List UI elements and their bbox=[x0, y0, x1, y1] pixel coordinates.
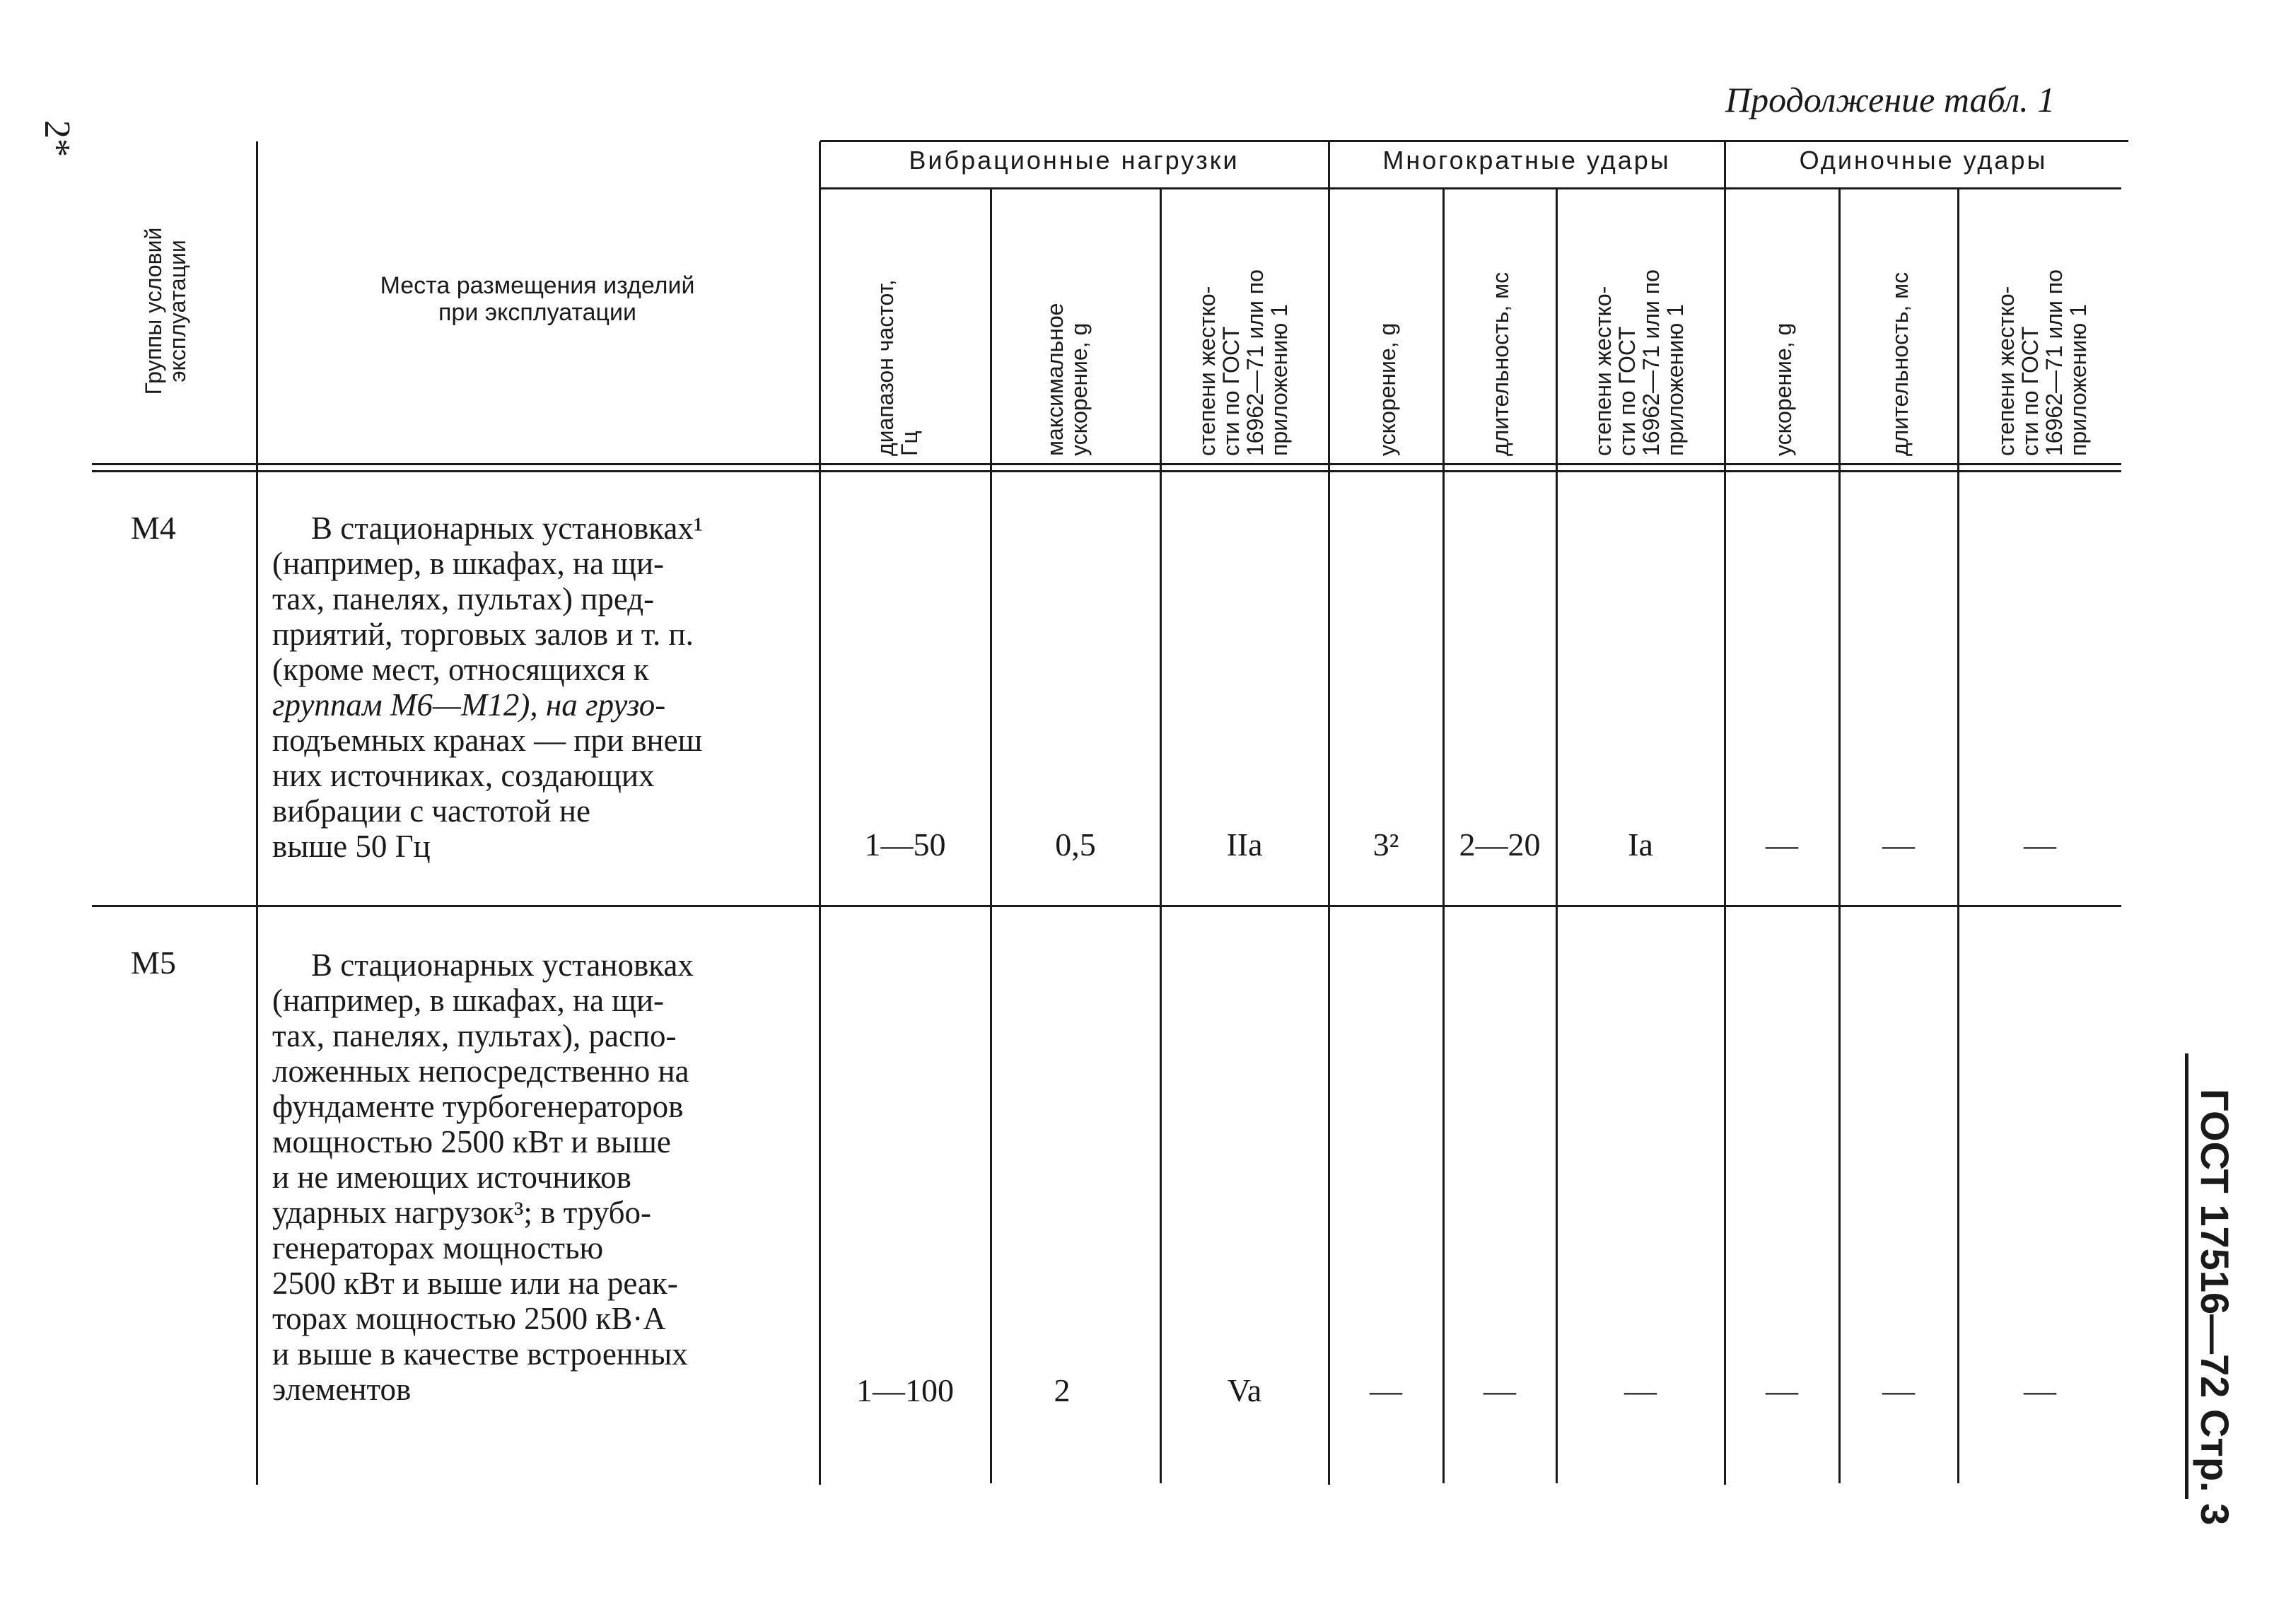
place-description: В стационарных установках¹ (например, в шкафах, на щи- тах, панелях, пультах) пред- приятий, торговых залов и т. п. (кроме мест, относящихся к группам М6—М12), на грузо- подъемных кранах — при внеш них источниках, создающих вибрации с частотой не выше 50 Гц bbox=[272, 510, 704, 864]
value-mult-duration: 2—20 bbox=[1459, 826, 1541, 863]
value-single-severity: — bbox=[2024, 1372, 2056, 1408]
header-mult-severity: степени жестко- сти по ГОСТ 16962—71 или по приложению 1 bbox=[1590, 269, 1688, 456]
header-multiple-shocks: Многократные удары bbox=[1382, 146, 1671, 175]
group-id: М4 bbox=[131, 510, 176, 546]
value-vib-severity: Va bbox=[1227, 1372, 1262, 1408]
value-mult-duration: — bbox=[1483, 1372, 1516, 1408]
header-mult-accel: ускорение, g bbox=[1375, 322, 1400, 456]
value-max-accel: 0,5 bbox=[1055, 826, 1096, 863]
header-single-shocks: Одиночные удары bbox=[1799, 146, 2048, 175]
value-single-accel: — bbox=[1766, 1372, 1798, 1408]
value-freq-range: 1—50 bbox=[864, 826, 946, 863]
header-places: Места размещения изделий при эксплуатации bbox=[380, 272, 695, 326]
header-single-accel: ускорение, g bbox=[1771, 322, 1796, 456]
header-freq-range: диапазон частот, Гц bbox=[873, 279, 922, 456]
header-max-accel: максимальное ускорение, g bbox=[1042, 303, 1092, 456]
value-mult-accel: 3² bbox=[1372, 826, 1399, 863]
corner-mark: 2* bbox=[37, 120, 77, 157]
header-groups: Группы условий эксплуатации bbox=[141, 227, 190, 395]
header-mult-duration: длительность, мс bbox=[1488, 271, 1513, 456]
header-single-duration: длительность, мс bbox=[1887, 271, 1913, 456]
value-vib-severity: IIa bbox=[1226, 826, 1263, 863]
header-single-severity: степени жестко- сти по ГОСТ 16962—71 или по приложению 1 bbox=[1993, 269, 2091, 456]
header-vibration: Вибрационные нагрузки bbox=[909, 146, 1240, 175]
side-label: ГОСТ 17516—72 Стр. 3 bbox=[2193, 1089, 2237, 1526]
place-description: В стационарных установках (например, в шкафах, на щи- тах, панелях, пультах), распо- ложенных непосредственно на фундаменте турбогенераторов мощностью 2500 кВт и выше и не имеющих источников ударных нагрузок³; в трубо- генераторах мощностью 2500 кВт и выше или на реак- торах мощностью 2500 кВ·А и выше в качестве встроенных элементов bbox=[272, 947, 694, 1407]
value-single-duration: — bbox=[1882, 826, 1915, 863]
group-id: М5 bbox=[131, 945, 176, 981]
side-rule bbox=[2185, 1053, 2188, 1499]
value-mult-accel: — bbox=[1370, 1372, 1402, 1408]
value-single-accel: — bbox=[1766, 826, 1798, 863]
value-mult-severity: — bbox=[1624, 1372, 1657, 1408]
value-mult-severity: Ia bbox=[1628, 826, 1653, 863]
value-single-severity: — bbox=[2024, 826, 2056, 863]
value-max-accel: 2 bbox=[1054, 1372, 1071, 1408]
value-single-duration: — bbox=[1882, 1372, 1915, 1408]
continuation-caption: Продолжение табл. 1 bbox=[1725, 80, 2056, 119]
header-vib-severity: степени жестко- сти по ГОСТ 16962—71 или по приложению 1 bbox=[1194, 269, 1292, 456]
value-freq-range: 1—100 bbox=[856, 1372, 954, 1408]
